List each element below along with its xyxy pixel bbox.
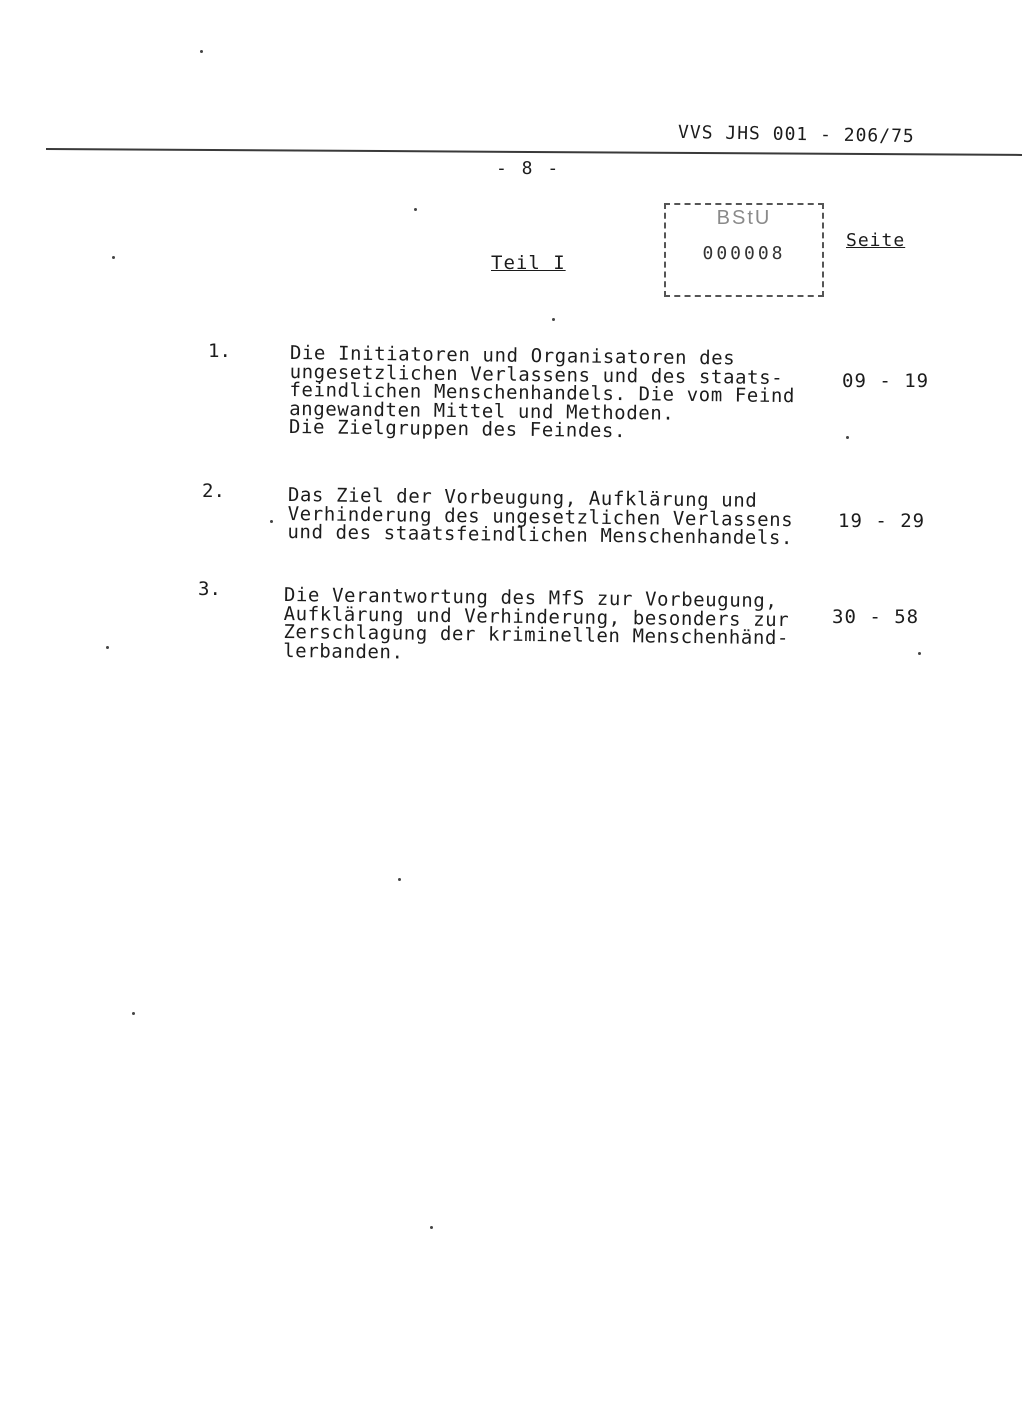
toc-item-number: 1. bbox=[208, 340, 231, 362]
scan-speck bbox=[270, 520, 273, 523]
toc-item-number: 3. bbox=[198, 578, 221, 600]
toc-item-text: Die Initiatoren und Organisatoren des ungesetzlichen Verlassens und des staats- feindlichen Menschenhandels. Die vom Feind angewandten Mittel und Methoden. Die Zielgruppen des Feindes. bbox=[288, 342, 796, 443]
section-title: Teil I bbox=[491, 252, 566, 274]
toc-item-number: 2. bbox=[202, 480, 225, 502]
scan-speck bbox=[398, 878, 401, 881]
toc-item-pages: 19 - 29 bbox=[838, 510, 926, 532]
scan-speck bbox=[200, 50, 203, 53]
toc-item-text: Die Verantwortung des MfS zur Vorbeugung, Aufklärung und Verhinderung, besonders zur Zerschlagung der kriminellen Menschenhänd- lerbanden. bbox=[283, 584, 790, 664]
toc-item-pages: 09 - 19 bbox=[842, 370, 930, 392]
stamp-label: BStU bbox=[716, 207, 772, 229]
scan-speck bbox=[414, 208, 417, 211]
scan-speck bbox=[132, 1012, 135, 1015]
toc-item-pages: 30 - 58 bbox=[832, 606, 920, 628]
scan-speck bbox=[918, 652, 921, 655]
page-number: - 8 - bbox=[496, 158, 561, 179]
stamp-number: 000008 bbox=[702, 243, 786, 264]
scan-speck bbox=[552, 318, 555, 321]
header-rule bbox=[46, 148, 1022, 156]
scan-speck bbox=[430, 1226, 433, 1229]
scan-speck bbox=[846, 436, 849, 439]
archive-stamp bbox=[664, 203, 824, 297]
scan-speck bbox=[112, 256, 115, 259]
toc-item-text: Das Ziel der Vorbeugung, Aufklärung und Verhinderung des ungesetzlichen Verlassens und des staatsfeindlichen Menschenhandels. bbox=[287, 484, 794, 550]
document-reference: VVS JHS 001 - 206/75 bbox=[677, 121, 915, 148]
page-column-header: Seite bbox=[846, 230, 906, 251]
scan-speck bbox=[106, 646, 109, 649]
